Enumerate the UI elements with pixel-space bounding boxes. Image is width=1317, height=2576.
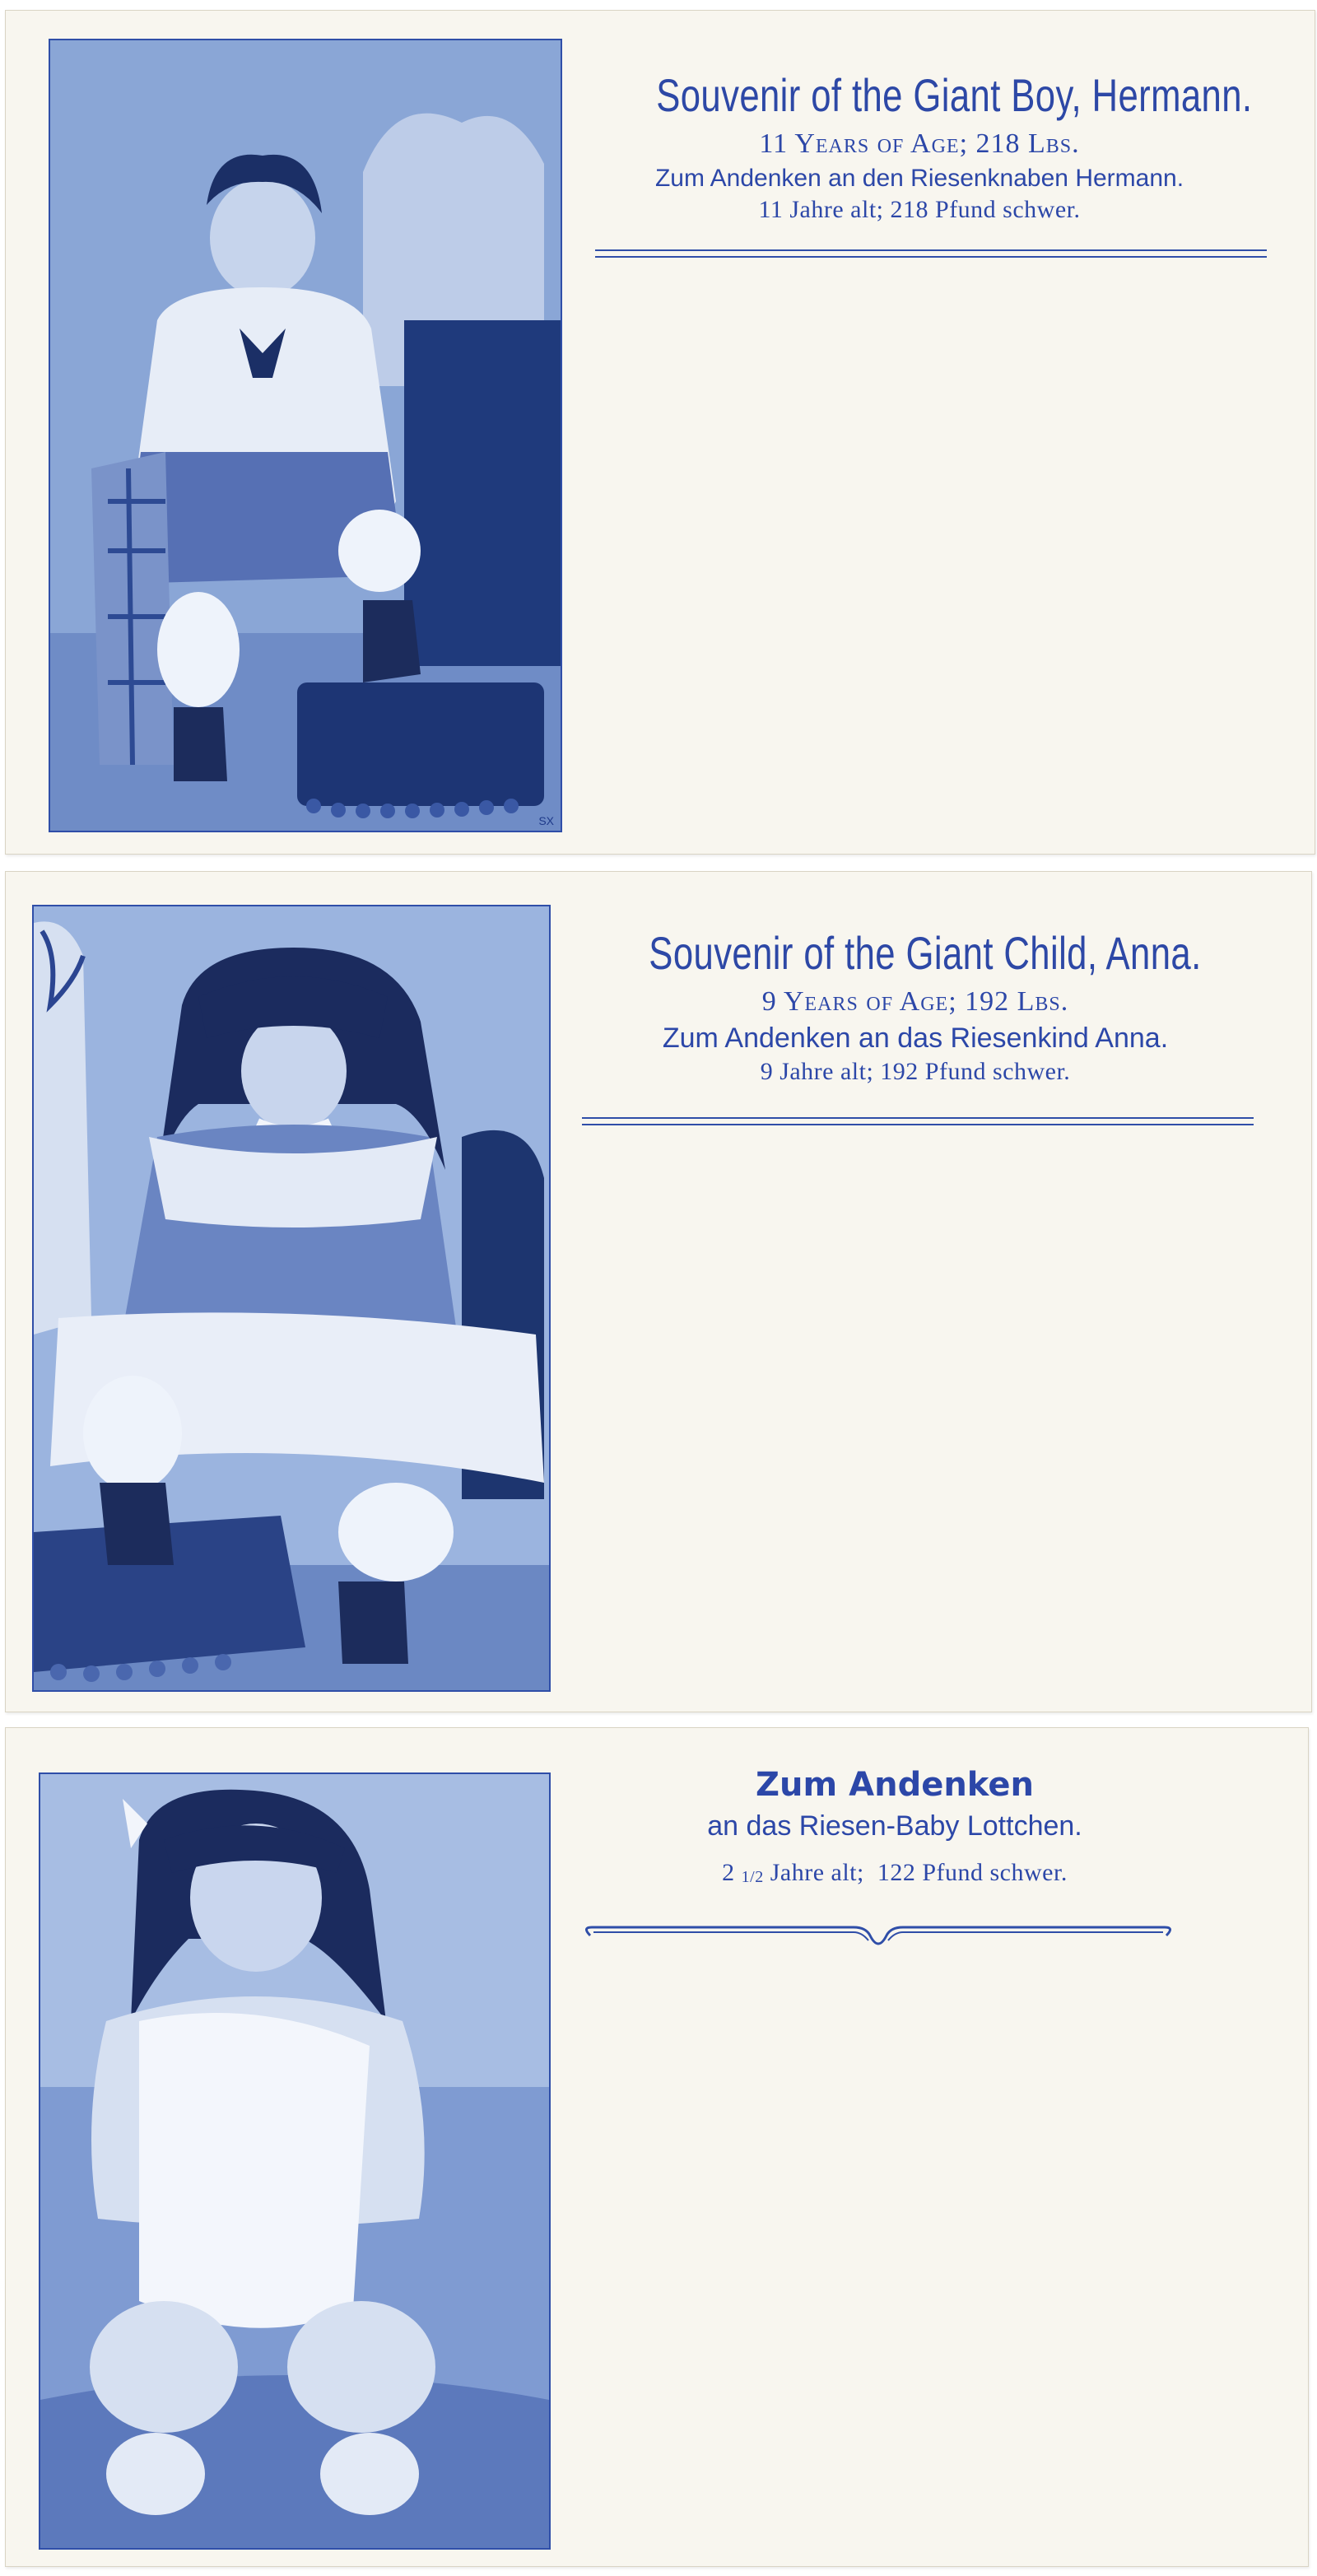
age-weight-english: 9 Years of Age; 192 Lbs. — [761, 986, 1069, 1017]
age-fraction: 1/2 — [741, 1868, 764, 1886]
age-weight-german: 11 Jahre alt; 218 Pfund schwer. — [758, 196, 1081, 223]
double-rule — [582, 1117, 1254, 1125]
caption-german: Zum Andenken an das Riesenkind Anna. — [662, 1022, 1169, 1054]
ornamental-divider — [582, 1924, 1175, 1949]
photo-giant-boy-hermann — [49, 39, 562, 832]
postcard-lottchen — [5, 1727, 1309, 2567]
caption-block — [574, 926, 1257, 1086]
age-whole: 2 — [722, 1859, 735, 1886]
caption-block — [582, 68, 1257, 224]
card-title: Souvenir of the Giant Child, Anna. — [649, 927, 1202, 979]
photo-riesen-baby-lottchen — [39, 1772, 551, 2550]
caption-german: Zum Andenken an den Riesenknaben Hermann. — [654, 165, 1184, 192]
postcard-anna — [5, 871, 1312, 1712]
photo-giant-child-anna — [32, 905, 551, 1692]
postcard-hermann — [5, 10, 1315, 855]
age-weight-rest: Jahre alt; 122 Pfund schwer. — [770, 1859, 1068, 1886]
card-title: Zum Andenken — [756, 1766, 1034, 1804]
card-title: Souvenir of the Giant Boy, Hermann. — [656, 69, 1253, 121]
double-rule — [595, 249, 1267, 258]
age-weight-english: 11 Years of Age; 218 Lbs. — [759, 128, 1080, 159]
photo-mark: SX — [538, 814, 554, 827]
caption-block — [582, 1766, 1208, 1887]
age-weight-german: 9 Jahre alt; 192 Pfund schwer. — [760, 1058, 1071, 1085]
caption-german: an das Riesen-Baby Lottchen. — [707, 1810, 1082, 1842]
age-weight-german — [582, 1859, 1208, 1887]
